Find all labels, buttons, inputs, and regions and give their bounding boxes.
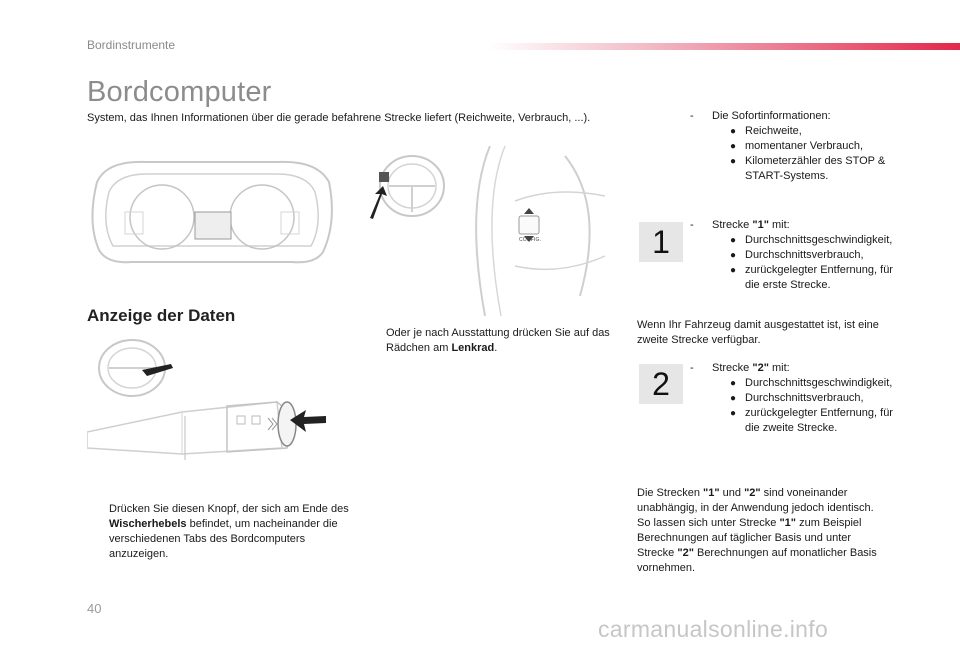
trip-number-label: "1"	[779, 517, 797, 529]
section-subheading: Anzeige der Daten	[87, 306, 236, 325]
instruction-end: .	[494, 342, 498, 354]
trip-2-number-box: 2	[639, 364, 683, 404]
note-text: So lassen sich unter Strecke	[637, 517, 780, 529]
list-item: ● zurückgelegter Entfernung, für die zweite Strecke.	[730, 406, 905, 436]
trip-1-number-box: 1	[639, 222, 683, 262]
list-item: ● Durchschnittsverbrauch,	[730, 391, 905, 406]
trip-heading-text: Strecke	[712, 219, 753, 231]
pointer-arrow-icon	[290, 408, 326, 434]
trip-2-heading	[712, 361, 905, 376]
instruction-lever	[87, 502, 349, 562]
instruction-text: befindet, um nacheinander die verschiedenen Tabs des Bordcomputers anzuzeigen.	[109, 518, 338, 560]
trip-number-label: "2"	[677, 547, 694, 559]
trip-1-block	[690, 218, 905, 293]
trip-1-list	[730, 233, 905, 293]
list-item: ● Reichweite,	[730, 124, 905, 139]
note-text: zum Beispiel Berechnungen auf täglicher Basis und unter Strecke	[637, 517, 862, 559]
list-item: ● Durchschnittsverbrauch,	[730, 248, 905, 263]
list-item: ● zurückgelegter Entfernung, für die erste Strecke.	[730, 263, 905, 293]
instruction-bold: Lenkrad	[451, 342, 495, 354]
dash-marker: -	[690, 362, 694, 374]
watermark: carmanualsonline.info	[598, 616, 829, 642]
trips-independence-note	[637, 486, 887, 576]
note-text: und	[719, 487, 745, 499]
trip-number-label: "2"	[752, 362, 769, 374]
list-item: ● Kilometerzähler des STOP & START-Systems.	[730, 154, 905, 184]
trip-heading-text: Strecke	[712, 362, 753, 374]
pointer-arrow-icon	[366, 186, 388, 220]
trip-number-label: "1"	[752, 219, 769, 231]
config-wheel-label: CONFIG.	[519, 237, 542, 243]
instruction-text: Oder je nach Ausstattung drücken Sie auf das Rädchen am	[386, 327, 610, 354]
list-item: ● momentaner Verbrauch,	[730, 139, 905, 154]
trip-number-label: "1"	[703, 487, 720, 499]
page-number: 40	[87, 601, 102, 616]
instruction-wheel	[364, 326, 624, 356]
note-text: Die Strecken	[637, 487, 704, 499]
instant-info-heading: Die Sofortinformationen:	[712, 110, 831, 122]
instruction-bold: Wischerhebels	[109, 518, 187, 530]
steering-wheel-closeup-illustration	[455, 146, 620, 316]
trip-2-list	[730, 376, 905, 436]
list-item: ● Durchschnittsgeschwindigkeit,	[730, 233, 905, 248]
instant-info-list	[730, 124, 905, 184]
instant-info-block	[690, 109, 905, 184]
instruction-text: Drücken Sie diesen Knopf, der sich am Ende des	[109, 503, 349, 515]
trip-2-block	[690, 361, 905, 436]
trip-heading-text: mit:	[768, 362, 790, 374]
note-text: Berechnungen auf monatlicher Basis vornehmen.	[637, 547, 877, 574]
dash-marker: -	[690, 110, 694, 122]
instrument-cluster-illustration	[87, 152, 337, 270]
intro-text: System, das Ihnen Informationen über die gerade befahrene Strecke liefert (Reichweite, Verbrauch, ...).	[87, 112, 591, 124]
second-trip-note: Wenn Ihr Fahrzeug damit ausgestattet ist, ist eine zweite Strecke verfügbar.	[637, 319, 879, 346]
section-header: Bordinstrumente	[87, 38, 176, 52]
dash-marker: -	[690, 219, 694, 231]
trip-heading-text: mit:	[768, 219, 790, 231]
trip-number-label: "2"	[744, 487, 761, 499]
trip-1-heading	[712, 218, 905, 233]
wiper-stalk-illustration	[87, 336, 337, 472]
list-item: ● Durchschnittsgeschwindigkeit,	[730, 376, 905, 391]
header-accent-bar	[488, 43, 960, 50]
note-text: sind voneinander unabhängig, in der Anwendung jedoch identisch.	[637, 487, 874, 514]
page-title: Bordcomputer	[87, 76, 272, 108]
